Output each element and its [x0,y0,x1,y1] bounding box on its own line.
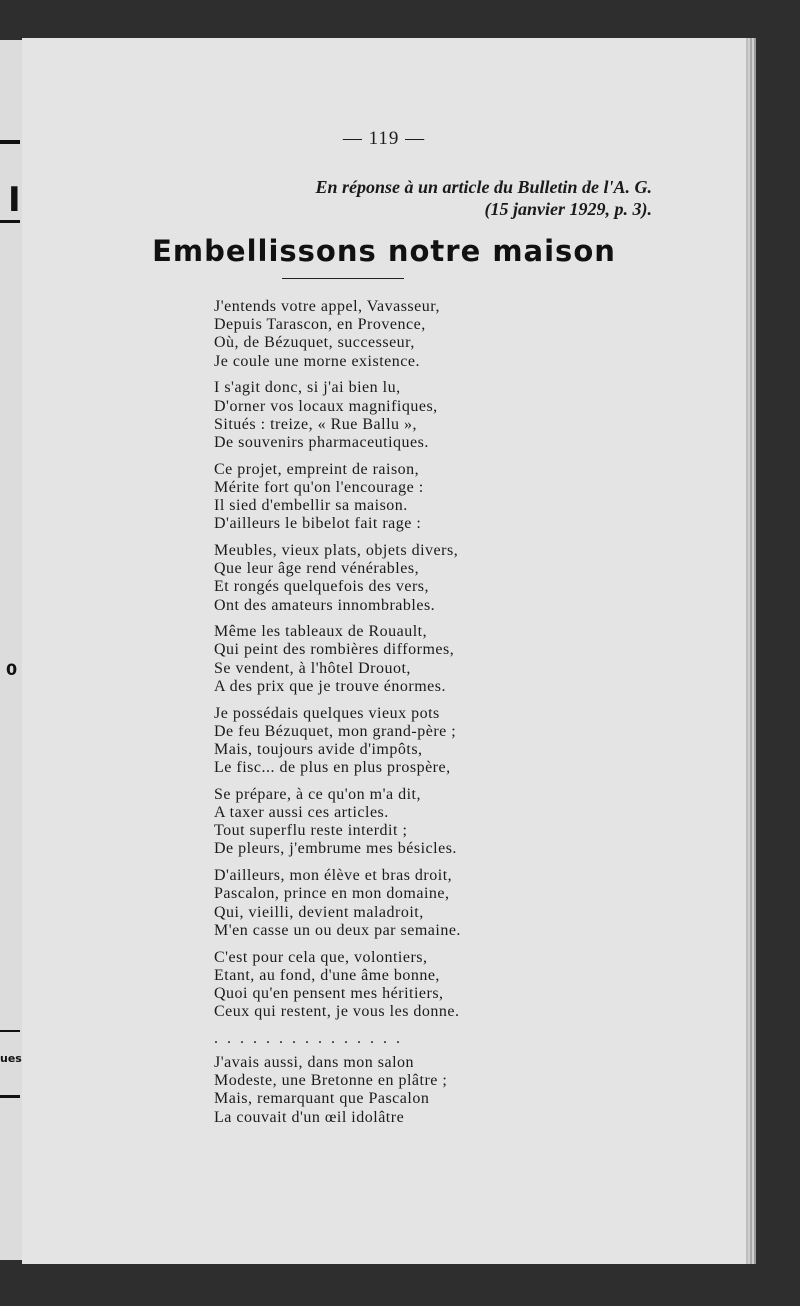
stanza [214,542,534,615]
adjacent-page-edge [0,40,23,1260]
poem-line: Situés : treize, « Rue Ballu », [214,415,418,433]
adjacent-page-rule [0,140,20,144]
stanza [214,949,534,1022]
poem-line: Où, de Bézuquet, successeur, [214,334,415,352]
poem-line: Je possédais quelques vieux pots [214,704,440,722]
poem-line: Se vendent, à l'hôtel Drouot, [214,659,411,677]
poem-line: Que leur âge rend vénérables, [214,560,420,578]
poem-line: Et rongés quelquefois des vers, [214,578,430,596]
poem-line: Se prépare, à ce qu'on m'a dit, [214,785,421,803]
poem-line: De pleurs, j'embrume mes bésicles. [214,840,457,858]
stanza [214,867,534,940]
poem-line: Ce projet, empreint de raison, [214,460,420,478]
poem-line: J'avais aussi, dans mon salon [214,1054,415,1072]
stanza [214,705,534,778]
page-number: — 119 — [342,128,426,149]
poem-line: Je coule une morne existence. [214,352,420,370]
reference-line: (15 janvier 1929, p. 3). [484,199,652,219]
poem-body [214,298,534,1135]
stanza [214,461,534,534]
reference-note [222,176,652,220]
poem-line: M'en casse un ou deux par semaine. [214,921,461,939]
poem-line: I s'agit donc, si j'ai bien lu, [214,379,401,397]
adjacent-page-fragment: 0 [6,660,18,679]
poem-line: Qui peint des rombières difformes, [214,641,455,659]
stanza [214,1054,534,1127]
stanza [214,298,534,371]
poem-line: A taxer aussi ces articles. [214,804,389,822]
adjacent-page-rule [0,1030,20,1032]
poem-line: C'est pour cela que, volontiers, [214,948,428,966]
poem-line: Mais, toujours avide d'impôts, [214,740,423,758]
poem-line: A des prix que je trouve énormes. [214,677,446,695]
poem-title: Embellissons notre maison [152,234,616,268]
poem-line: Mais, remarquant que Pascalon [214,1090,430,1108]
poem-line: De feu Bézuquet, mon grand-père ; [214,722,457,740]
stanza [214,786,534,859]
poem-line: Pascalon, prince en mon domaine, [214,885,450,903]
poem-line: Mérite fort qu'on l'encourage : [214,478,424,496]
title-rule [282,278,404,279]
poem-line: D'ailleurs le bibelot fait rage : [214,515,422,533]
poem-line: Tout superflu reste interdit ; [214,822,408,840]
poem-line: Il sied d'embellir sa maison. [214,497,408,515]
reference-line: En réponse à un article du Bulletin de l'A. G. [315,177,652,197]
poem-line: Depuis Tarascon, en Provence, [214,316,426,334]
adjacent-page-fragment: ues [0,1052,22,1065]
adjacent-page-rule [0,1095,20,1098]
adjacent-page-fragment: I [8,180,21,220]
document-page [22,38,746,1264]
ellipsis-separator: ............... [214,1029,409,1047]
poem-line: De souvenirs pharmaceutiques. [214,433,429,451]
stanza [214,379,534,452]
adjacent-page-rule [0,220,20,223]
poem-line: J'entends votre appel, Vavasseur, [214,298,440,315]
stanza [214,623,534,696]
poem-line: Même les tableaux de Rouault, [214,623,428,641]
poem-line: Ont des amateurs innombrables. [214,596,436,614]
poem-line: Meubles, vieux plats, objets divers, [214,541,459,559]
poem-line: Etant, au fond, d'une âme bonne, [214,966,440,984]
poem-line: Ceux qui restent, je vous les donne. [214,1003,460,1021]
poem-line: Le fisc... de plus en plus prospère, [214,759,451,777]
poem-line: D'ailleurs, mon élève et bras droit, [214,867,453,885]
poem-line: Qui, vieilli, devient maladroit, [214,903,424,921]
poem-line: La couvait d'un œil idolâtre [214,1108,405,1126]
poem-line: D'orner vos locaux magnifiques, [214,397,438,415]
poem-line: Modeste, une Bretonne en plâtre ; [214,1072,448,1090]
poem-line: Quoi qu'en pensent mes héritiers, [214,984,444,1002]
